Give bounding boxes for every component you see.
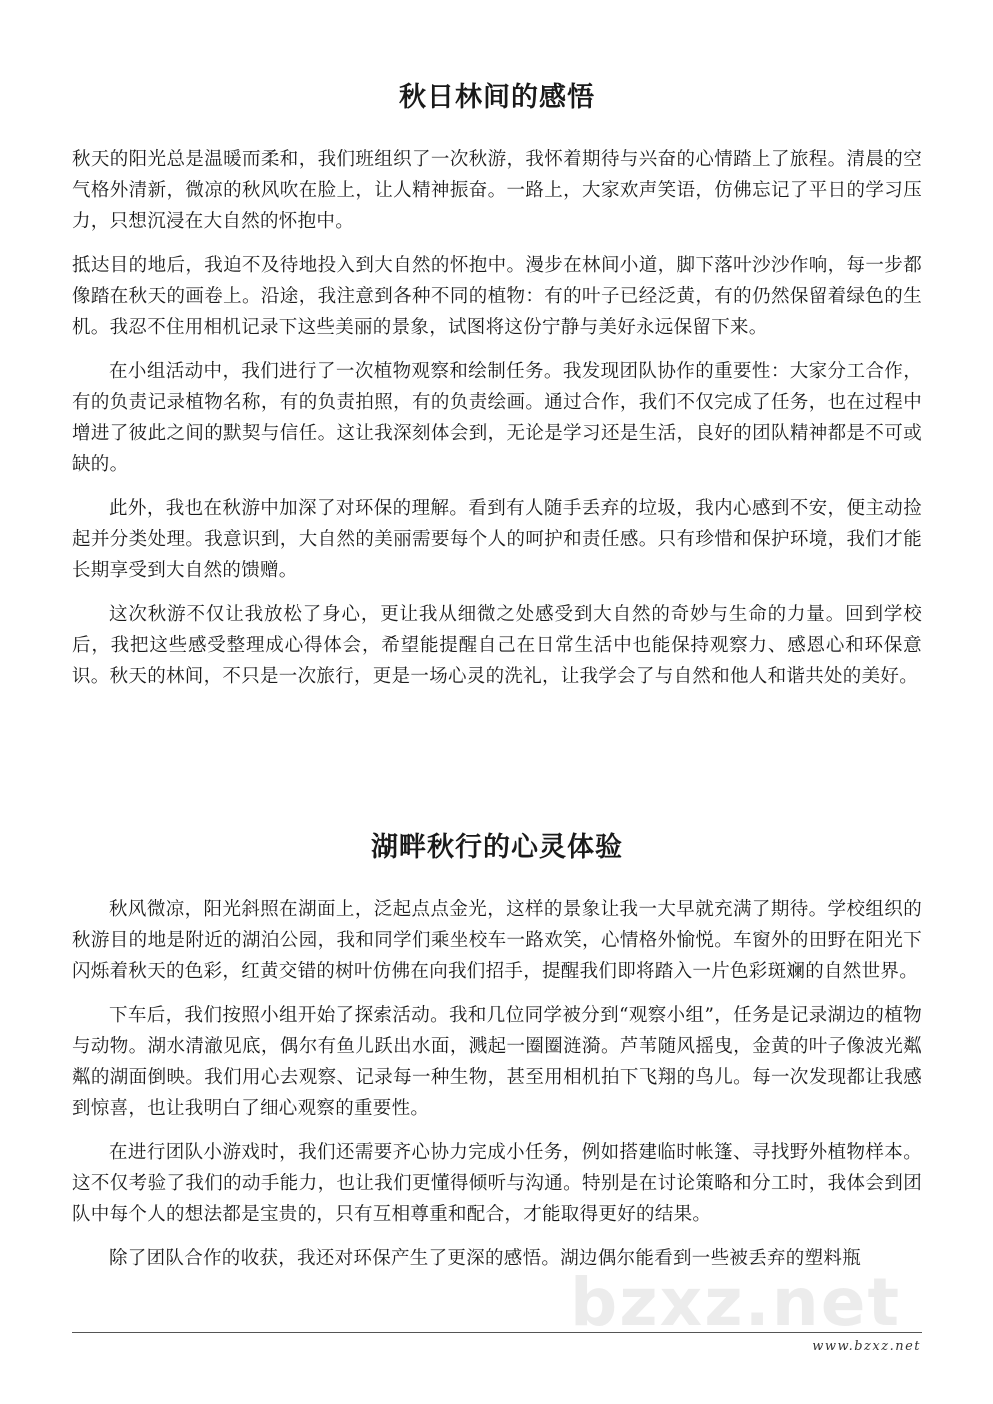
essay-1-title: 秋日林间的感悟 xyxy=(399,82,595,113)
essay-2-title: 湖畔秋行的心灵体验 xyxy=(371,832,623,863)
essay-1-paragraph-5: 这次秋游不仅让我放松了身心，更让我从细微之处感受到大自然的奇妙与生命的力量。回到学校后，我把这些感受整理成心得体会，希望能提醒自己在日常生活中也能保持观察力、感恩心和环保意识。秋天的林间，不只是一次旅行，更是一场心灵的洗礼，让我学会了与自然和他人和谐共处的美好。 xyxy=(72,604,922,687)
essay-1 xyxy=(72,78,922,705)
essay-2 xyxy=(72,828,922,1287)
footer-url: www.bzxz.net xyxy=(812,1339,921,1354)
essay-1-paragraph-2: 抵达目的地后，我迫不及待地投入到大自然的怀抱中。漫步在林间小道，脚下落叶沙沙作响，每一步都像踏在秋天的画卷上。沿途，我注意到各种不同的植物：有的叶子已经泛黄，有的仍然保留着绿色的生机。我忍不住用相机记录下这些美丽的景象，试图将这份宁静与美好永远保留下来。 xyxy=(72,255,922,338)
essay-2-paragraph-4: 除了团队合作的收获，我还对环保产生了更深的感悟。湖边偶尔能看到一些被丢弃的塑料瓶 xyxy=(109,1248,862,1269)
essay-2-paragraph-3: 在进行团队小游戏时，我们还需要齐心协力完成小任务，例如搭建临时帐篷、寻找野外植物样本。这不仅考验了我们的动手能力，也让我们更懂得倾听与沟通。特别是在讨论策略和分工时，我体会到团队中每个人的想法都是宝贵的，只有互相尊重和配合，才能取得更好的结果。 xyxy=(72,1142,922,1225)
footer-divider xyxy=(72,1332,922,1333)
essay-2-paragraph-2: 下车后，我们按照小组开始了探索活动。我和几位同学被分到“观察小组”，任务是记录湖边的植物与动物。湖水清澈见底，偶尔有鱼儿跃出水面，溅起一圈圈涟漪。芦苇随风摇曳，金黄的叶子像波光粼粼的湖面倒映。我们用心去观察、记录每一种生物，甚至用相机拍下飞翔的鸟儿。每一次发现都让我感到惊喜，也让我明白了细心观察的重要性。 xyxy=(72,1005,922,1119)
watermark: bzxz.net xyxy=(570,1264,902,1341)
essay-2-paragraph-1: 秋风微凉，阳光斜照在湖面上，泛起点点金光，这样的景象让我一大早就充满了期待。学校组织的秋游目的地是附近的湖泊公园，我和同学们乘坐校车一路欢笑，心情格外愉悦。车窗外的田野在阳光下闪烁着秋天的色彩，红黄交错的树叶仿佛在向我们招手，提醒我们即将踏入一片色彩斑斓的自然世界。 xyxy=(72,899,922,982)
essay-1-paragraph-1: 秋天的阳光总是温暖而柔和，我们班组织了一次秋游，我怀着期待与兴奋的心情踏上了旅程。清晨的空气格外清新，微凉的秋风吹在脸上，让人精神振奋。一路上，大家欢声笑语，仿佛忘记了平日的学习压力，只想沉浸在大自然的怀抱中。 xyxy=(72,149,922,232)
essay-1-paragraph-3: 在小组活动中，我们进行了一次植物观察和绘制任务。我发现团队协作的重要性：大家分工合作，有的负责记录植物名称，有的负责拍照，有的负责绘画。通过合作，我们不仅完成了任务，也在过程中增进了彼此之间的默契与信任。这让我深刻体会到，无论是学习还是生活，良好的团队精神都是不可或缺的。 xyxy=(72,361,922,475)
essay-1-paragraph-4: 此外，我也在秋游中加深了对环保的理解。看到有人随手丢弃的垃圾，我内心感到不安，便主动捡起并分类处理。我意识到，大自然的美丽需要每个人的呵护和责任感。只有珍惜和保护环境，我们才能长期享受到大自然的馈赠。 xyxy=(72,498,922,581)
